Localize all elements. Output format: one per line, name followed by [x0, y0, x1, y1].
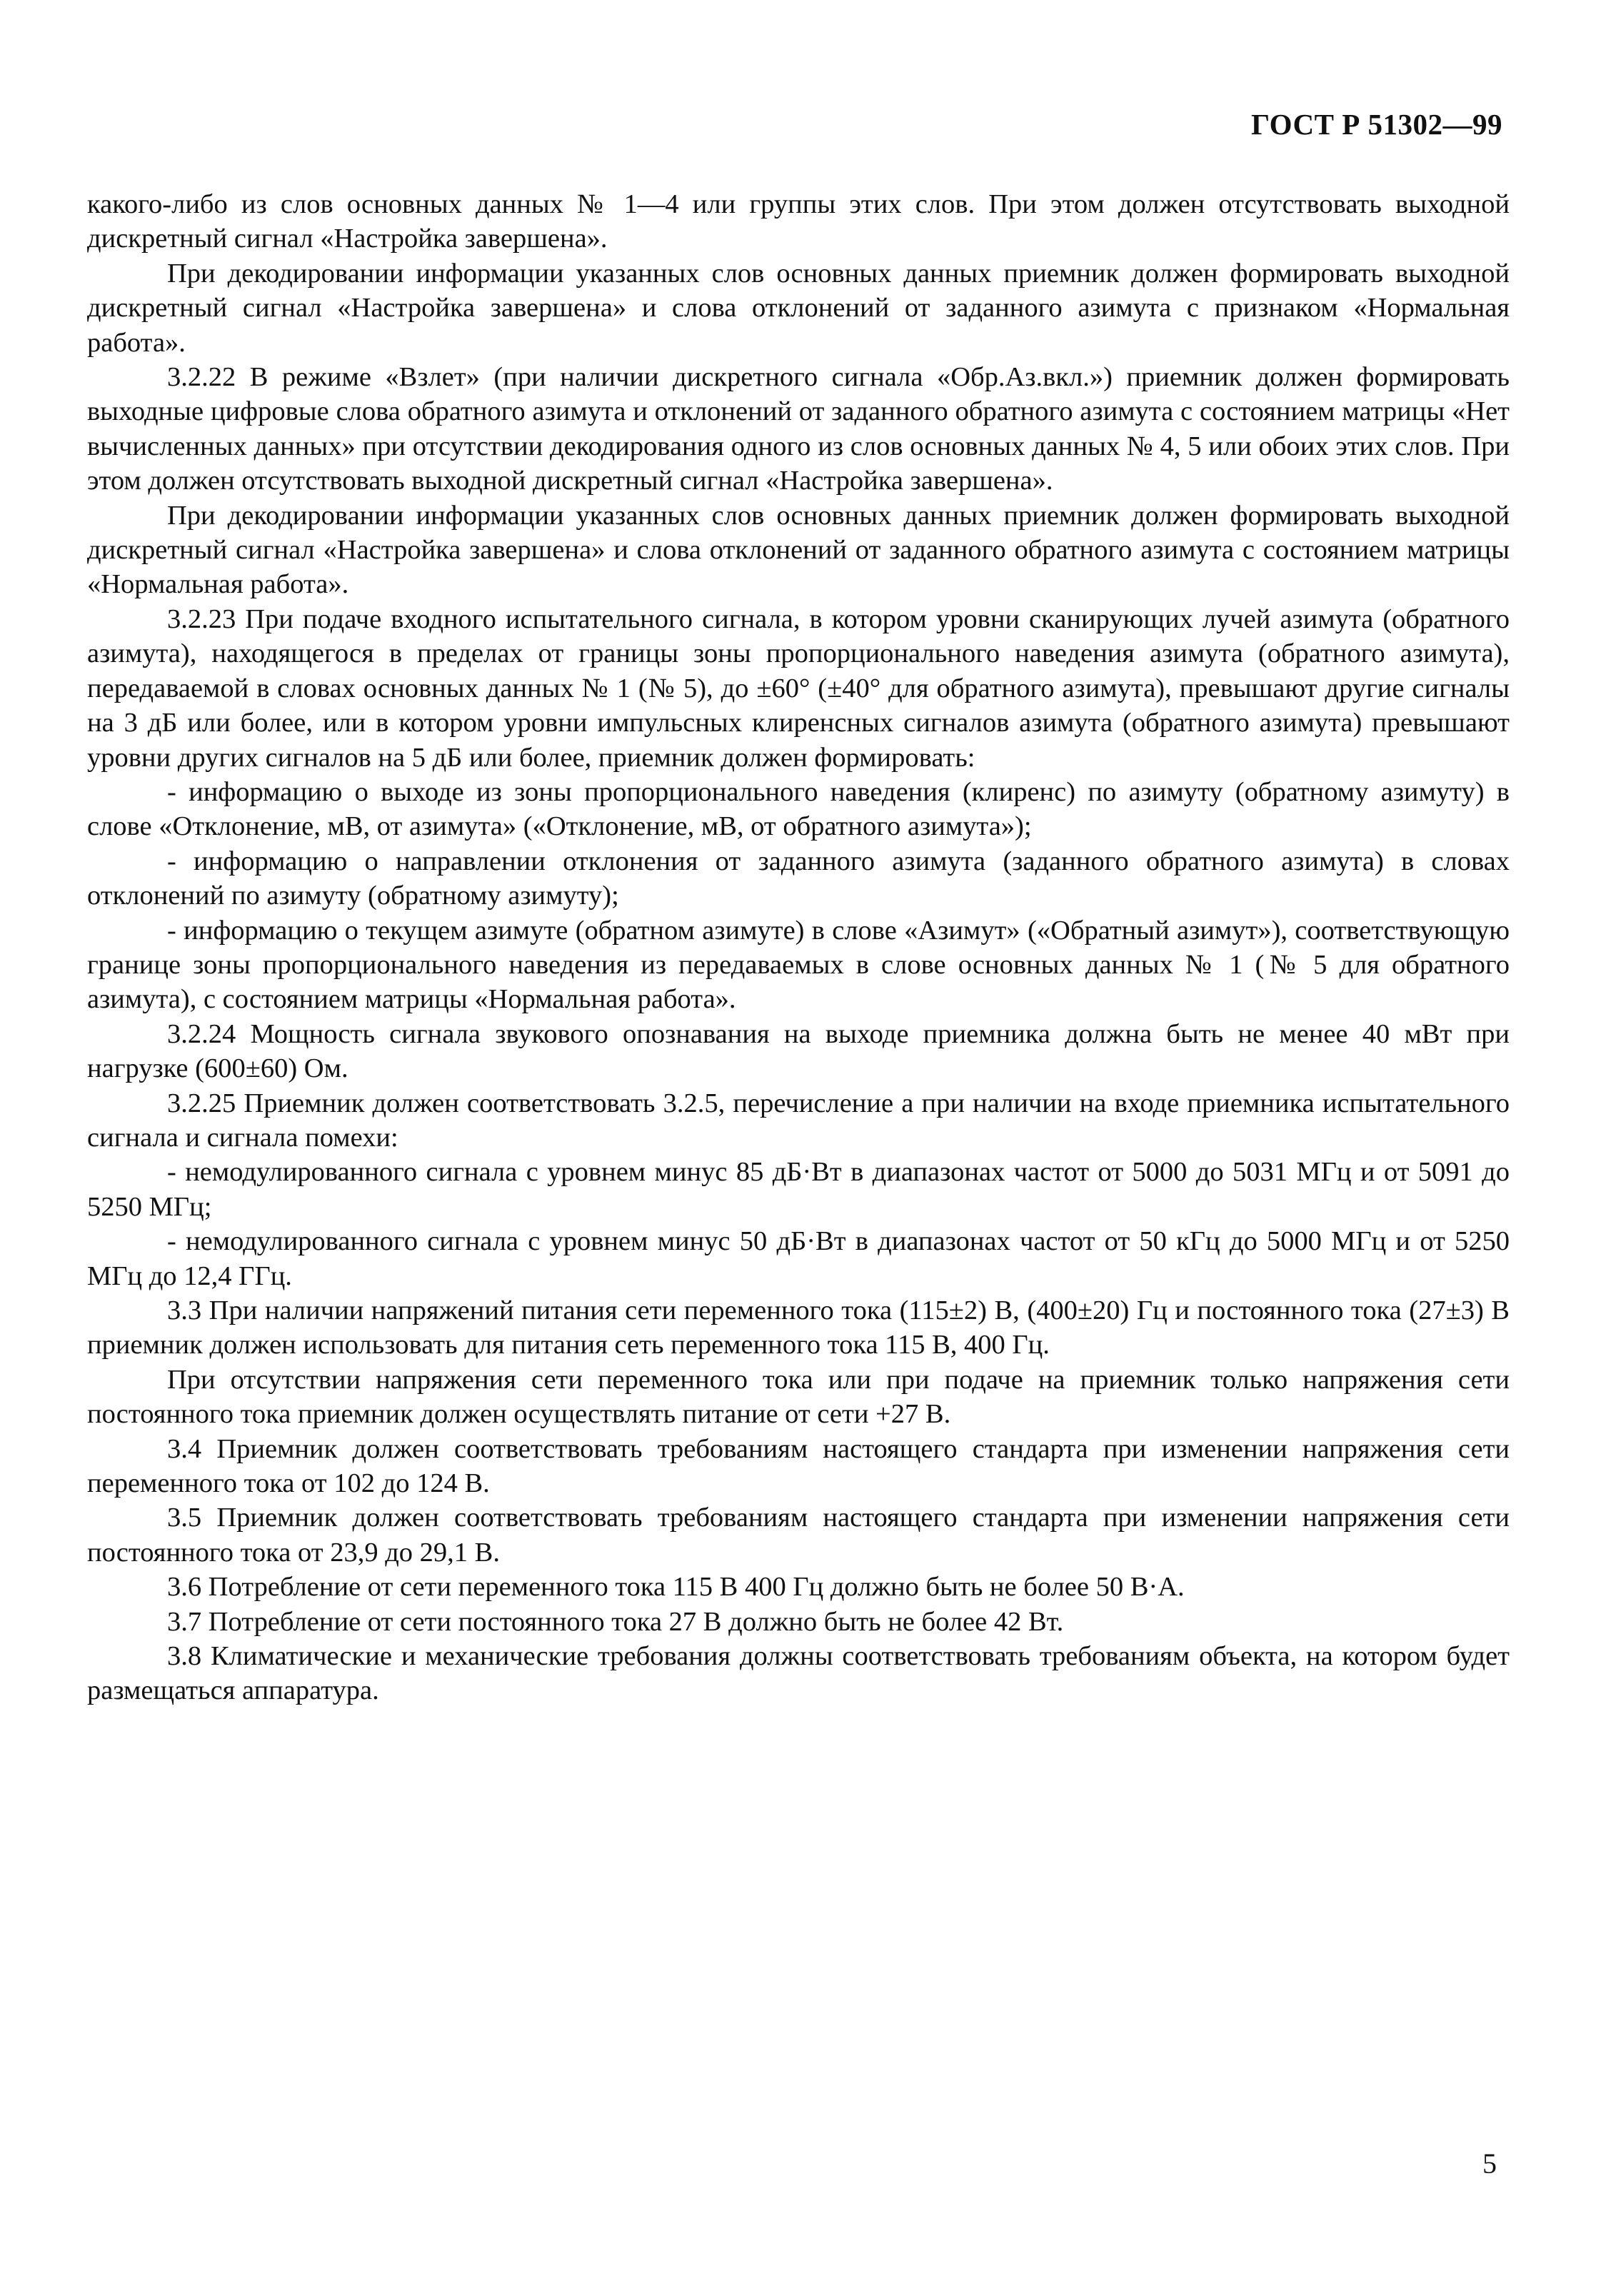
paragraph: 3.2.24 Мощность сигнала звукового опознавания на выходе приемника должна быть не менее 40 мВт при нагрузке (600±60) Ом. [87, 1018, 1510, 1084]
document-code-header: ГОСТ Р 51302—99 [1251, 108, 1502, 141]
paragraph: 3.2.25 Приемник должен соответствовать 3.2.5, перечисление а при наличии на входе приемника испытательного сигнала и сигнала помехи: [87, 1088, 1510, 1153]
paragraph: При отсутствии напряжения сети переменного тока или при подаче на приемник только напряжения сети постоянного тока приемник должен осуществлять питание от сети +27 В. [87, 1364, 1510, 1430]
document-body [87, 187, 1510, 1708]
paragraph: какого-либо из слов основных данных № 1—4 или группы этих слов. При этом должен отсутствовать выходной дискретный сигнал «Настройка завершена». [87, 189, 1510, 254]
paragraph: 3.7 Потребление от сети постоянного тока 27 В должно быть не более 42 Вт. [167, 1606, 1064, 1637]
page-number: 5 [1482, 2147, 1497, 2180]
list-item: - немодулированного сигнала с уровнем минус 50 дБ·Вт в диапазонах частот от 50 кГц до 5000 МГц и от 5250 МГц до 12,4 ГГц. [87, 1226, 1510, 1291]
paragraph: 3.4 Приемник должен соответствовать требованиям настоящего стандарта при изменении напряжения сети переменного тока от 102 до 124 В. [87, 1433, 1510, 1499]
paragraph: 3.6 Потребление от сети переменного тока 115 В 400 Гц должно быть не более 50 В·А. [167, 1572, 1185, 1603]
list-item: - информацию о текущем азимуте (обратном азимуте) в слове «Азимут» («Обратный азимут»), соответствующую границе зоны пропорционального наведения из передаваемых в слове основных данных № 1 (№ 5 для обратного азимута), с состоянием матрицы «Нормальная работа». [87, 915, 1510, 1015]
paragraph: При декодировании информации указанных слов основных данных приемник должен формировать выходной дискретный сигнал «Настройка завершена» и слова отклонений от заданного обратного азимута с состоянием матрицы «Нормальная работа». [87, 500, 1510, 600]
list-item: - немодулированного сигнала с уровнем минус 85 дБ·Вт в диапазонах частот от 5000 до 5031 МГц и от 5091 до 5250 МГц; [87, 1157, 1510, 1222]
paragraph: При декодировании информации указанных слов основных данных приемник должен формировать выходной дискретный сигнал «Настройка завершена» и слова отклонений от заданного азимута с признаком «Нормальная работа». [87, 258, 1510, 358]
list-item: - информацию о направлении отклонения от заданного азимута (заданного обратного азимута) в словах отклонений по азимуту (обратному азимуту); [87, 846, 1510, 911]
list-item: - информацию о выходе из зоны пропорционального наведения (клиренс) по азимуту (обратному азимуту) в слове «Отклонение, мВ, от азимута» («Отклонение, мВ, от обратного азимута»); [87, 776, 1510, 842]
paragraph: 3.8 Климатические и механические требования должны соответствовать требованиям объекта, на котором будет размещаться аппаратура. [87, 1641, 1510, 1706]
paragraph: 3.5 Приемник должен соответствовать требованиям настоящего стандарта при изменении напряжения сети постоянного тока от 23,9 до 29,1 В. [87, 1503, 1510, 1568]
paragraph: 3.2.22 В режиме «Взлет» (при наличии дискретного сигнала «Обр.Аз.вкл.») приемник должен формировать выходные цифровые слова обратного азимута и отклонений от заданного обратного азимута с состоянием матрицы «Нет вычисленных данных» при отсутствии декодирования одного из слов основных данных № 4, 5 или обоих этих слов. При этом должен отсутствовать выходной дискретный сигнал «Настройка завершена». [87, 362, 1510, 496]
paragraph: 3.3 При наличии напряжений питания сети переменного тока (115±2) В, (400±20) Гц и постоянного тока (27±3) В приемник должен использовать для питания сеть переменного тока 115 В, 400 Гц. [87, 1295, 1510, 1360]
paragraph: 3.2.23 При подаче входного испытательного сигнала, в котором уровни сканирующих лучей азимута (обратного азимута), находящегося в пределах от границы зоны пропорционального наведения азимута (обратного азимута), передаваемой в словах основных данных № 1 (№ 5), до ±60° (±40° для обратного азимута), превышают другие сигналы на 3 дБ или более, или в котором уровни импульсных клиренсных сигналов азимута (обратного азимута) превышают уровни других сигналов на 5 дБ или более, приемник должен формировать: [87, 603, 1510, 773]
